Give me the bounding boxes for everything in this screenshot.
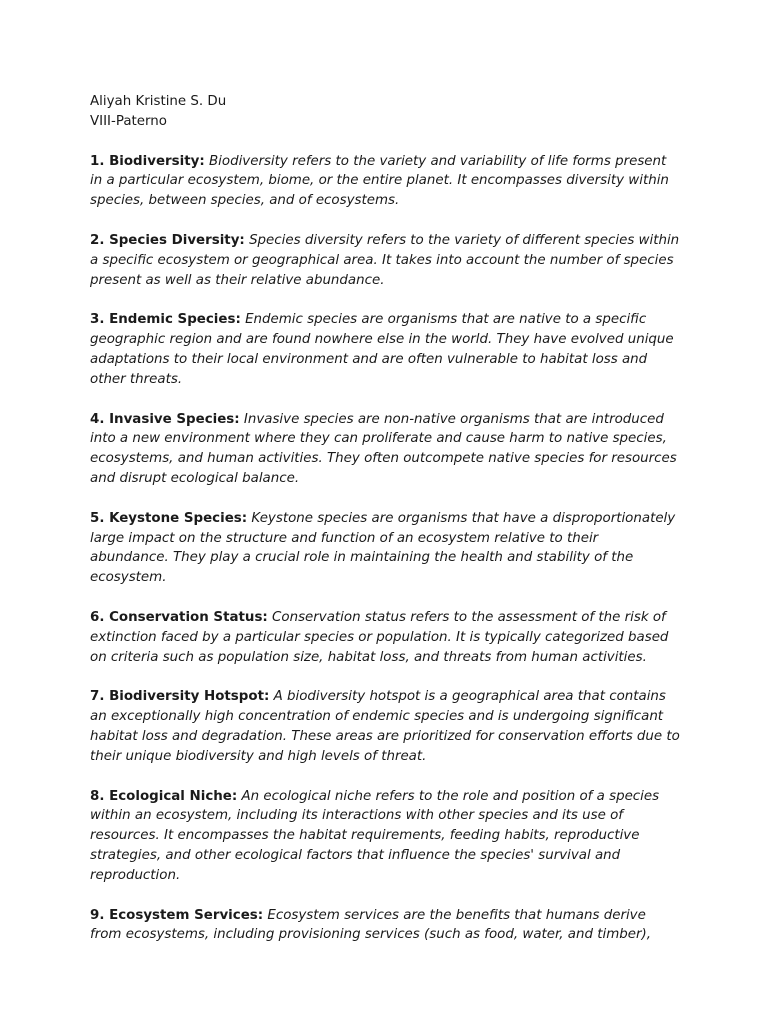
definition-text: An ecological niche refers to the role and position of a species within an ecosystem, including its interactions with other species and its use of resources. It encompasses the habitat requirements, feeding habits, reproductive strategies, and other ecological factors that influence the species' survival and reproduction. bbox=[90, 788, 660, 883]
definition-term: 8. Ecological Niche: bbox=[90, 788, 238, 804]
definition-text: Conservation status refers to the assessment of the risk of extinction faced by a particular species or population. It is typically categorized based on criteria such as population size, habitat loss, and threats from human activities. bbox=[90, 609, 669, 665]
definition-item bbox=[90, 310, 680, 389]
definition-item bbox=[90, 231, 680, 290]
definition-term: 6. Conservation Status: bbox=[90, 609, 268, 625]
definition-text: Biodiversity refers to the variety and variability of life forms present in a particular ecosystem, biome, or the entire planet. It encompasses diversity within species, between species, and of ecosystems. bbox=[90, 153, 669, 209]
definition-term: 5. Keystone Species: bbox=[90, 510, 248, 526]
definition-item bbox=[90, 608, 680, 667]
document-page bbox=[90, 92, 680, 965]
definition-list bbox=[90, 152, 680, 946]
definition-term: 4. Invasive Species: bbox=[90, 411, 240, 427]
definition-term: 2. Species Diversity: bbox=[90, 232, 245, 248]
definition-term: 1. Biodiversity: bbox=[90, 153, 205, 169]
definition-text: Ecosystem services are the benefits that humans derive from ecosystems, including provisioning services (such as food, water, and timber), bbox=[90, 907, 651, 943]
definition-item bbox=[90, 687, 680, 766]
definition-item bbox=[90, 906, 680, 946]
class-section: VIII-Paterno bbox=[90, 113, 167, 129]
definition-item bbox=[90, 152, 680, 211]
definition-text: Invasive species are non-native organisms that are introduced into a new environment where they can proliferate and cause harm to native species, ecosystems, and human activities. They often outcompete native species for resources and disrupt ecological balance. bbox=[90, 411, 677, 486]
definition-text: Endemic species are organisms that are native to a specific geographic region and are found nowhere else in the world. They have evolved unique adaptations to their local environment and are often vulnerable to habitat loss and other threats. bbox=[90, 312, 674, 387]
definition-text: A biodiversity hotspot is a geographical area that contains an exceptionally high concentration of endemic species and is undergoing significant habitat loss and degradation. These areas are prioritized for conservation efforts due to their unique biodiversity and high levels of threat. bbox=[90, 689, 680, 764]
definition-item bbox=[90, 509, 680, 588]
author-name: Aliyah Kristine S. Du bbox=[90, 94, 227, 109]
definition-term: 3. Endemic Species: bbox=[90, 312, 241, 328]
definition-term: 7. Biodiversity Hotspot: bbox=[90, 689, 270, 705]
definition-term: 9. Ecosystem Services: bbox=[90, 907, 264, 923]
definition-text: Species diversity refers to the variety of different species within a specific ecosystem or geographical area. It takes into account the number of species present as well as their relative abundance. bbox=[90, 232, 680, 288]
definition-text: Keystone species are organisms that have a disproportionately large impact on the structure and function of an ecosystem relative to their abundance. They play a crucial role in maintaining the health and stability of the ecosystem. bbox=[90, 510, 676, 586]
definition-item bbox=[90, 410, 680, 489]
definition-item bbox=[90, 787, 680, 886]
